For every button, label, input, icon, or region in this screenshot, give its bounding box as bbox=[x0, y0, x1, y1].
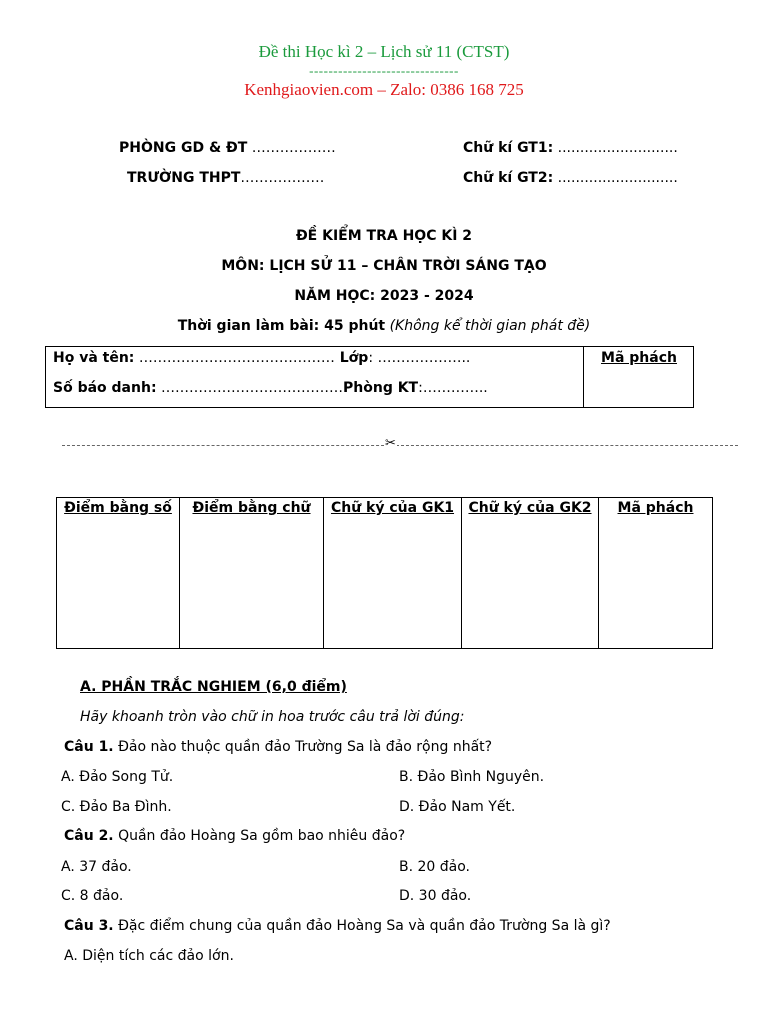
student-id-line[interactable] bbox=[53, 380, 488, 396]
exam-time-label: Thời gian làm bài: 45 phút bbox=[177, 318, 386, 334]
signature-gt2-dots: ........................... bbox=[553, 170, 678, 186]
question-3 bbox=[64, 918, 611, 934]
grade-table bbox=[56, 497, 713, 649]
question-2-label: Câu 2. bbox=[64, 828, 114, 844]
signature-gt1-line bbox=[463, 140, 678, 156]
school-dots: ……………… bbox=[240, 170, 325, 186]
sbd-dots: ………………………………… bbox=[156, 380, 343, 396]
room-label: Phòng KT bbox=[343, 380, 419, 396]
student-name-dots: …………………………………… bbox=[134, 350, 335, 366]
exam-year: NĂM HỌC: 2023 - 2024 bbox=[294, 288, 474, 304]
class-dots: : ……………….. bbox=[368, 350, 471, 366]
sbd-label: Số báo danh: bbox=[53, 380, 157, 396]
q2-option-a[interactable]: A. 37 đảo. bbox=[61, 859, 132, 875]
department-line bbox=[119, 140, 336, 156]
school-line bbox=[127, 170, 324, 186]
cut-line bbox=[62, 445, 738, 446]
section-a-title: A. PHẦN TRẮC NGHIEM (6,0 điểm) bbox=[80, 679, 347, 695]
exam-time bbox=[0, 318, 768, 334]
section-a-instruction: Hãy khoanh tròn vào chữ in hoa trước câu trả lời đúng: bbox=[80, 709, 465, 725]
banner-divider: ------------------------------- bbox=[309, 63, 459, 78]
student-name-label: Họ và tên: bbox=[53, 350, 135, 366]
question-3-text: Đặc điểm chung của quần đảo Hoàng Sa và quần đảo Trường Sa là gì? bbox=[113, 918, 611, 934]
room-dots: :………….. bbox=[418, 380, 488, 396]
ma-phach-label: Mã phách bbox=[601, 350, 677, 366]
q3-option-a[interactable]: A. Diện tích các đảo lớn. bbox=[64, 948, 234, 964]
department-dots: ……………… bbox=[247, 140, 336, 156]
question-1-text: Đảo nào thuộc quần đảo Trường Sa là đảo rộng nhất? bbox=[113, 739, 493, 755]
q2-option-d[interactable]: D. 30 đảo. bbox=[399, 888, 472, 904]
department-label: PHÒNG GD & ĐT bbox=[119, 140, 248, 156]
class-label: Lớp bbox=[334, 350, 369, 366]
q1-option-b[interactable]: B. Đảo Bình Nguyên. bbox=[399, 769, 545, 785]
q1-option-d[interactable]: D. Đảo Nam Yết. bbox=[399, 799, 516, 815]
grade-header-score-number: Điểm bằng số bbox=[57, 498, 180, 649]
signature-gt1-label: Chữ kí GT1: bbox=[463, 140, 554, 156]
student-name-line[interactable] bbox=[53, 350, 470, 366]
grade-header-ma-phach: Mã phách bbox=[599, 498, 713, 649]
exam-time-note: (Không kể thời gian phát đề) bbox=[385, 318, 591, 334]
signature-gt1-dots: ........................... bbox=[553, 140, 678, 156]
exam-title: ĐỀ KIỂM TRA HỌC KÌ 2 bbox=[295, 228, 473, 244]
question-2 bbox=[64, 828, 405, 844]
student-info-box bbox=[45, 346, 694, 408]
scissors-icon: ✂ bbox=[385, 436, 396, 451]
grade-header-score-words: Điểm bằng chữ bbox=[180, 498, 324, 649]
grade-header-gk1-signature: Chữ ký của GK1 bbox=[324, 498, 462, 649]
exam-subject: MÔN: LỊCH SỬ 11 – CHÂN TRỜI SÁNG TẠO bbox=[221, 258, 547, 274]
grade-header-gk2-signature: Chữ ký của GK2 bbox=[462, 498, 599, 649]
q1-option-c[interactable]: C. Đảo Ba Đình. bbox=[61, 799, 172, 815]
question-1 bbox=[64, 739, 492, 755]
signature-gt2-line bbox=[463, 170, 678, 186]
signature-gt2-label: Chữ kí GT2: bbox=[463, 170, 554, 186]
question-3-label: Câu 3. bbox=[64, 918, 114, 934]
banner-title: Đề thi Học kì 2 – Lịch sử 11 (CTST) bbox=[258, 42, 510, 61]
banner-website: Kenhgiaovien.com – Zalo: 0386 168 725 bbox=[244, 80, 524, 99]
q1-option-a[interactable]: A. Đảo Song Tử. bbox=[61, 769, 174, 785]
school-label: TRƯỜNG THPT bbox=[127, 170, 241, 186]
q2-option-c[interactable]: C. 8 đảo. bbox=[61, 888, 124, 904]
q2-option-b[interactable]: B. 20 đảo. bbox=[399, 859, 471, 875]
question-2-text: Quần đảo Hoàng Sa gồm bao nhiêu đảo? bbox=[113, 828, 406, 844]
question-1-label: Câu 1. bbox=[64, 739, 114, 755]
grade-table-row bbox=[57, 498, 713, 649]
